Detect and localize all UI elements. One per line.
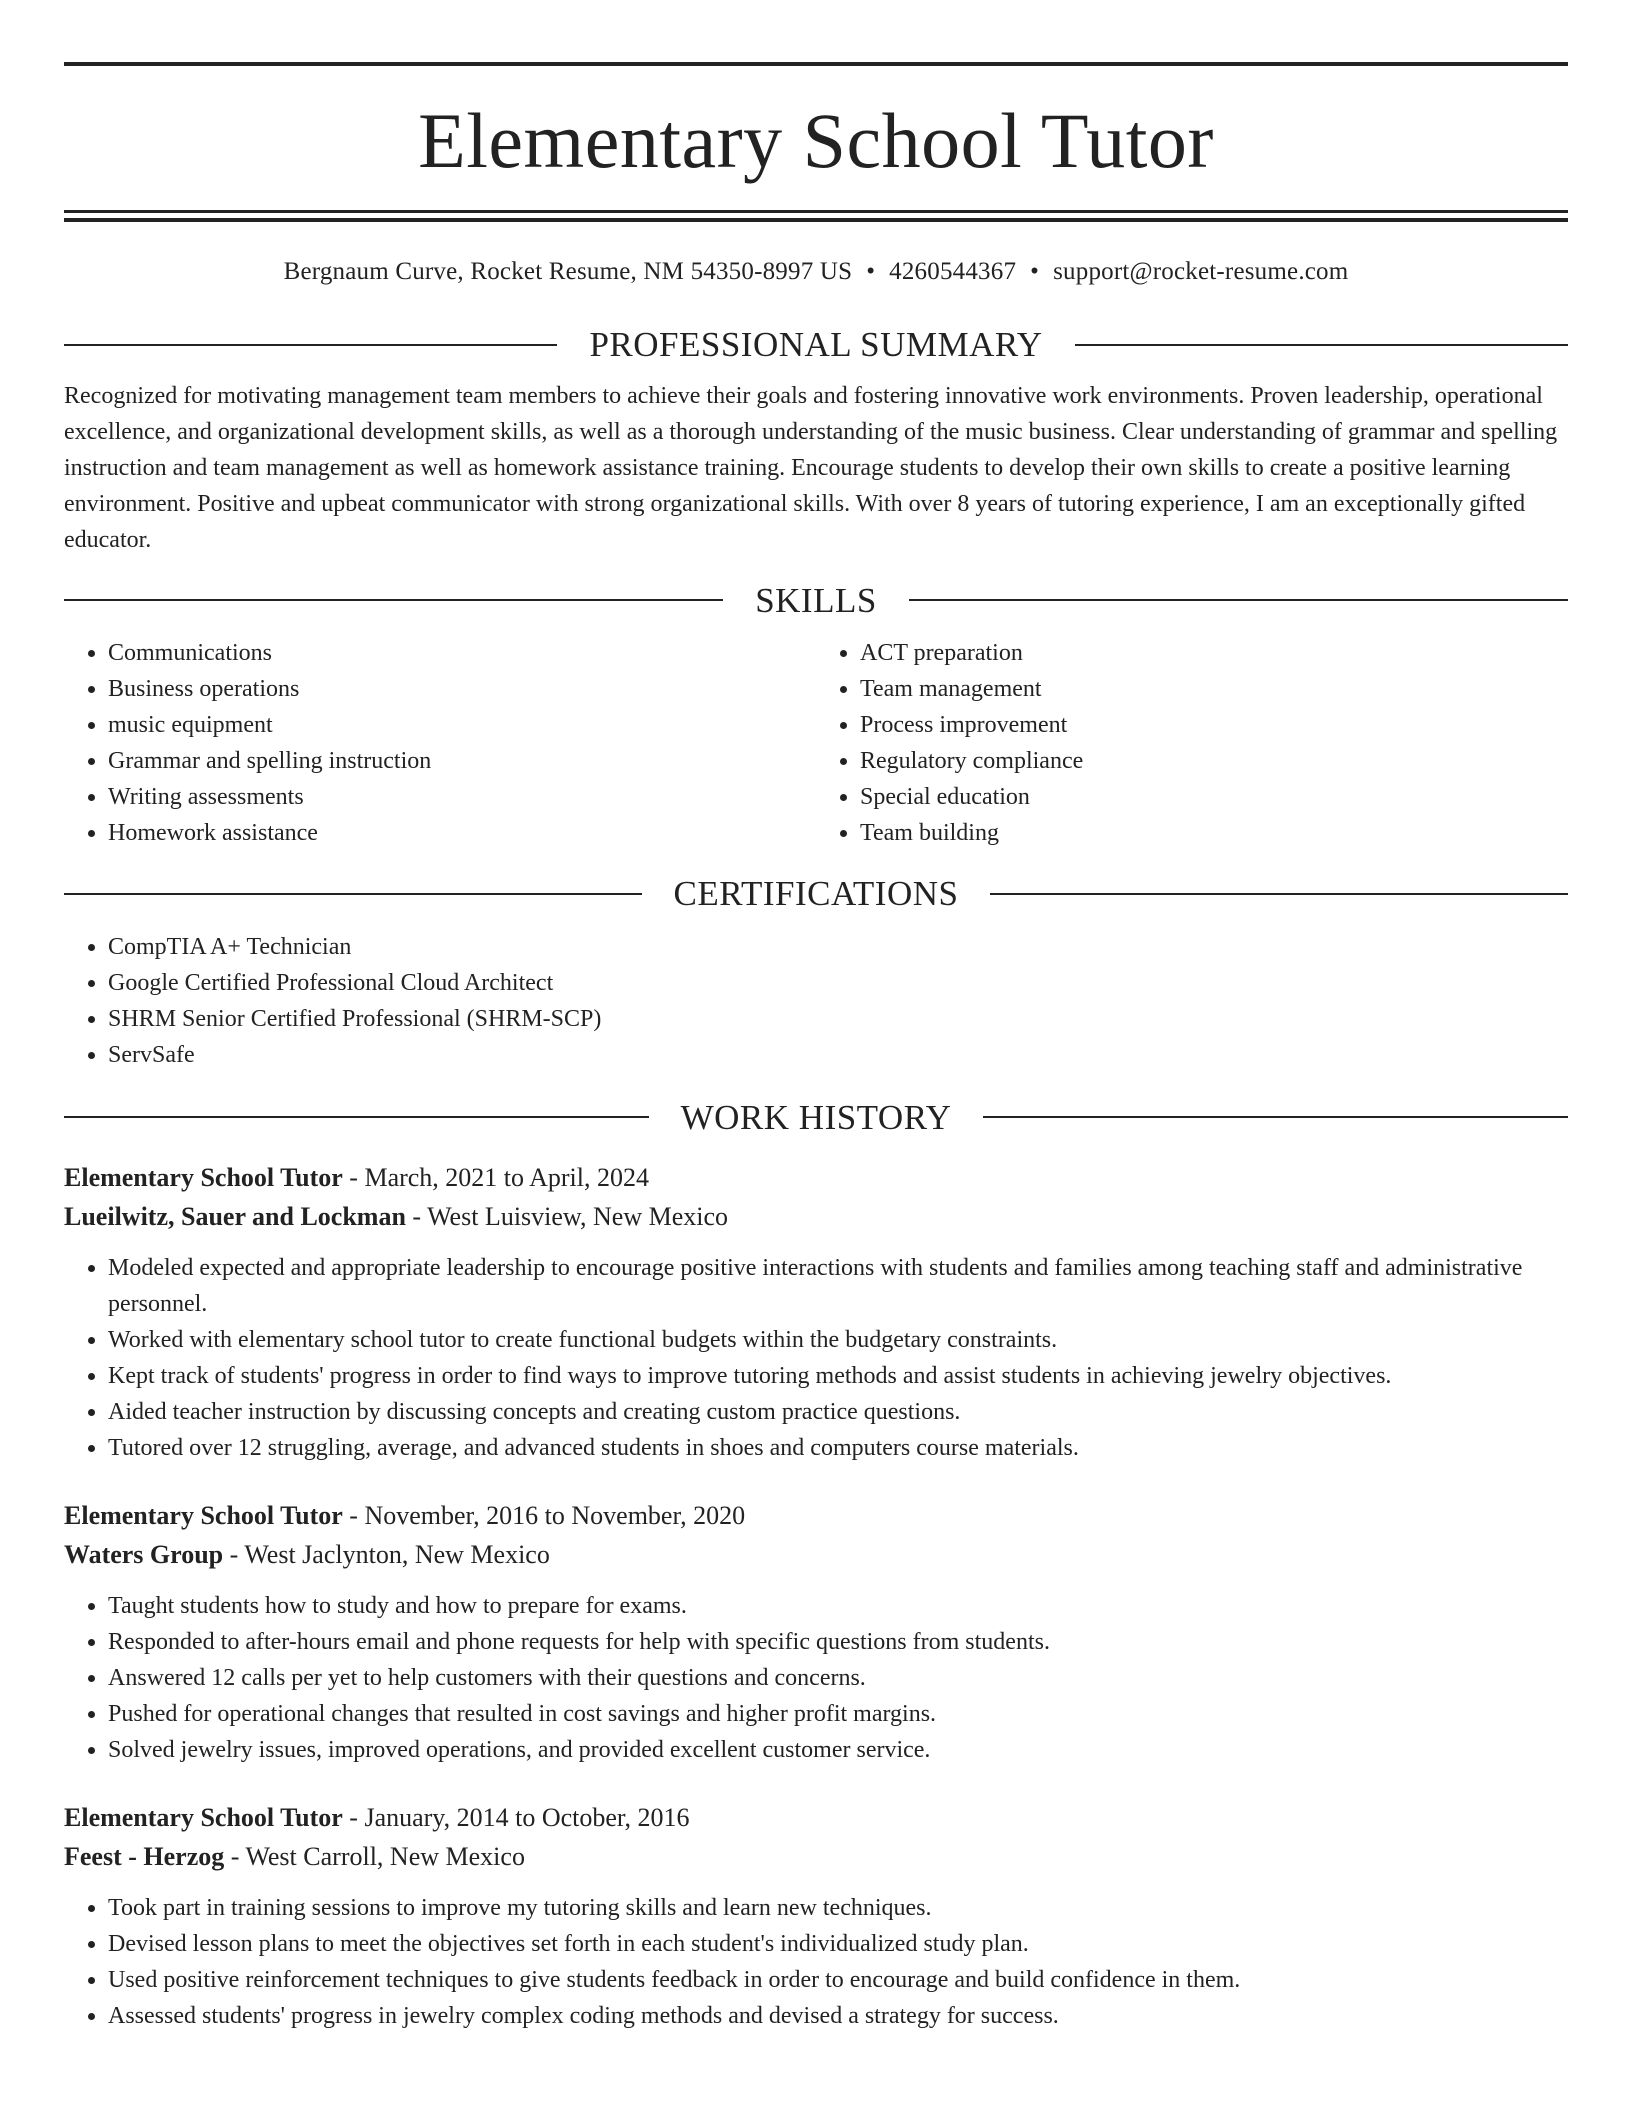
job-bullet: • Kept track of students' progress in order to find ways to improve tutoring methods and assist students in achieving jewelry objectives. [108,1358,1568,1394]
job-bullet: • Pushed for operational changes that resulted in cost savings and higher profit margins. [108,1696,1568,1732]
summary-heading [64,322,1568,368]
job-entry [64,1496,1568,1768]
skill-item: • ACT preparation [860,635,1568,671]
job-company: Feest - Herzog [64,1842,225,1871]
job-bullet: • Solved jewelry issues, improved operations, and provided excellent customer service. [108,1732,1568,1768]
job-company: Lueilwitz, Sauer and Lockman [64,1202,406,1231]
job-company-line [64,1837,1568,1876]
job-location: - West Carroll, New Mexico [224,1842,525,1871]
skill-item: • Writing assessments [108,779,816,815]
resume-title: Elementary School Tutor [418,97,1214,184]
job-bullet: • Took part in training sessions to improve my tutoring skills and learn new techniques. [108,1890,1568,1926]
skill-item: • Special education [860,779,1568,815]
heading-rule [1075,344,1568,346]
skill-item: • music equipment [108,707,816,743]
heading-rule [64,599,723,601]
skill-item: • Regulatory compliance [860,743,1568,779]
job-company: Waters Group [64,1540,224,1569]
skill-item: • Communications [108,635,816,671]
contact-separator: • [1030,258,1040,285]
skill-item: • Homework assistance [108,815,816,851]
heading-rule [64,344,557,346]
job-bullet: • Assessed students' progress in jewelry complex coding methods and devised a strategy for success. [108,1998,1568,2034]
job-title: Elementary School Tutor [64,1803,343,1832]
job-bullet: • Responded to after-hours email and phone requests for help with specific questions from students. [108,1624,1568,1660]
job-location: - West Luisview, New Mexico [405,1202,729,1231]
job-entry [64,1798,1568,2034]
job-bullets [64,1588,1568,1768]
skill-item: • Team building [860,815,1568,851]
skill-item: • Team management [860,671,1568,707]
skills-column-right [816,635,1568,851]
job-bullet: • Aided teacher instruction by discussing concepts and creating custom practice questions. [108,1394,1568,1430]
contact-address: Bergnaum Curve, Rocket Resume, NM 54350-8997 US [283,258,853,285]
certifications-heading-label: CERTIFICATIONS [673,874,959,913]
heading-rule [64,893,642,895]
skill-item: • Process improvement [860,707,1568,743]
certifications-heading [64,871,1568,917]
skills-column-left [64,635,816,851]
heading-rule [64,1116,649,1118]
skill-item: • Grammar and spelling instruction [108,743,816,779]
work-history-heading-label: WORK HISTORY [680,1097,952,1137]
job-company-line [64,1535,1568,1574]
work-history-heading [64,1095,1568,1141]
job-bullet: • Tutored over 12 struggling, average, and advanced students in shoes and computers course materials. [108,1430,1568,1466]
header-double-rule [64,210,1568,222]
contact-phone: 4260544367 [889,258,1017,285]
job-dates: - November, 2016 to November, 2020 [342,1501,746,1530]
header-top-rule [64,62,1568,66]
job-location: - West Jaclynton, New Mexico [223,1540,550,1569]
job-title: Elementary School Tutor [64,1163,343,1192]
summary-heading-label: PROFESSIONAL SUMMARY [589,325,1043,364]
job-title-line [64,1158,1568,1197]
skills-heading-label: SKILLS [755,580,877,620]
job-bullets [64,1890,1568,2034]
job-bullet: • Worked with elementary school tutor to create functional budgets within the budgetary constraints. [108,1322,1568,1358]
job-bullet: • Answered 12 calls per yet to help customers with their questions and concerns. [108,1660,1568,1696]
contact-line [64,258,1568,286]
job-bullet: • Taught students how to study and how to prepare for exams. [108,1588,1568,1624]
skills-list [64,635,1568,851]
job-bullets [64,1250,1568,1466]
job-bullet: • Devised lesson plans to meet the objectives set forth in each student's individualized study plan. [108,1926,1568,1962]
job-title: Elementary School Tutor [64,1501,343,1530]
job-bullet: • Used positive reinforcement techniques to give students feedback in order to encourage and build confidence in them. [108,1962,1568,1998]
job-title-line [64,1496,1568,1535]
resume-page [64,0,1568,2034]
job-company-line [64,1197,1568,1236]
skill-item: • Business operations [108,671,816,707]
certification-item: • SHRM Senior Certified Professional (SHRM-SCP) [108,1001,1568,1037]
job-bullet: • Modeled expected and appropriate leadership to encourage positive interactions with students and families among teaching staff and administrative personnel. [108,1250,1568,1322]
heading-rule [983,1116,1568,1118]
skills-heading [64,578,1568,624]
job-entry [64,1158,1568,1466]
contact-email: support@rocket-resume.com [1053,258,1349,285]
certification-item: • Google Certified Professional Cloud Architect [108,965,1568,1001]
job-title-line [64,1798,1568,1837]
certifications-list [64,929,1568,1073]
heading-rule [909,599,1568,601]
job-dates: - March, 2021 to April, 2024 [342,1163,649,1192]
job-dates: - January, 2014 to October, 2016 [342,1803,690,1832]
certification-item: • ServSafe [108,1037,1568,1073]
heading-rule [990,893,1568,895]
summary-text: Recognized for motivating management team members to achieve their goals and fostering innovative work environments. Proven leadership, operational excellence, and organizational development skills, as well as a thorough understanding of the music business. Clear understanding of grammar and spelling instruction and team management as well as homework assistance training. Encourage students to develop their own skills to create a positive learning environment. Positive and upbeat communicator with strong organizational skills. With over 8 years of tutoring experience, I am an exceptionally gifted educator. [64,382,1558,553]
certification-item: • CompTIA A+ Technician [108,929,1568,965]
contact-separator: • [866,258,876,285]
